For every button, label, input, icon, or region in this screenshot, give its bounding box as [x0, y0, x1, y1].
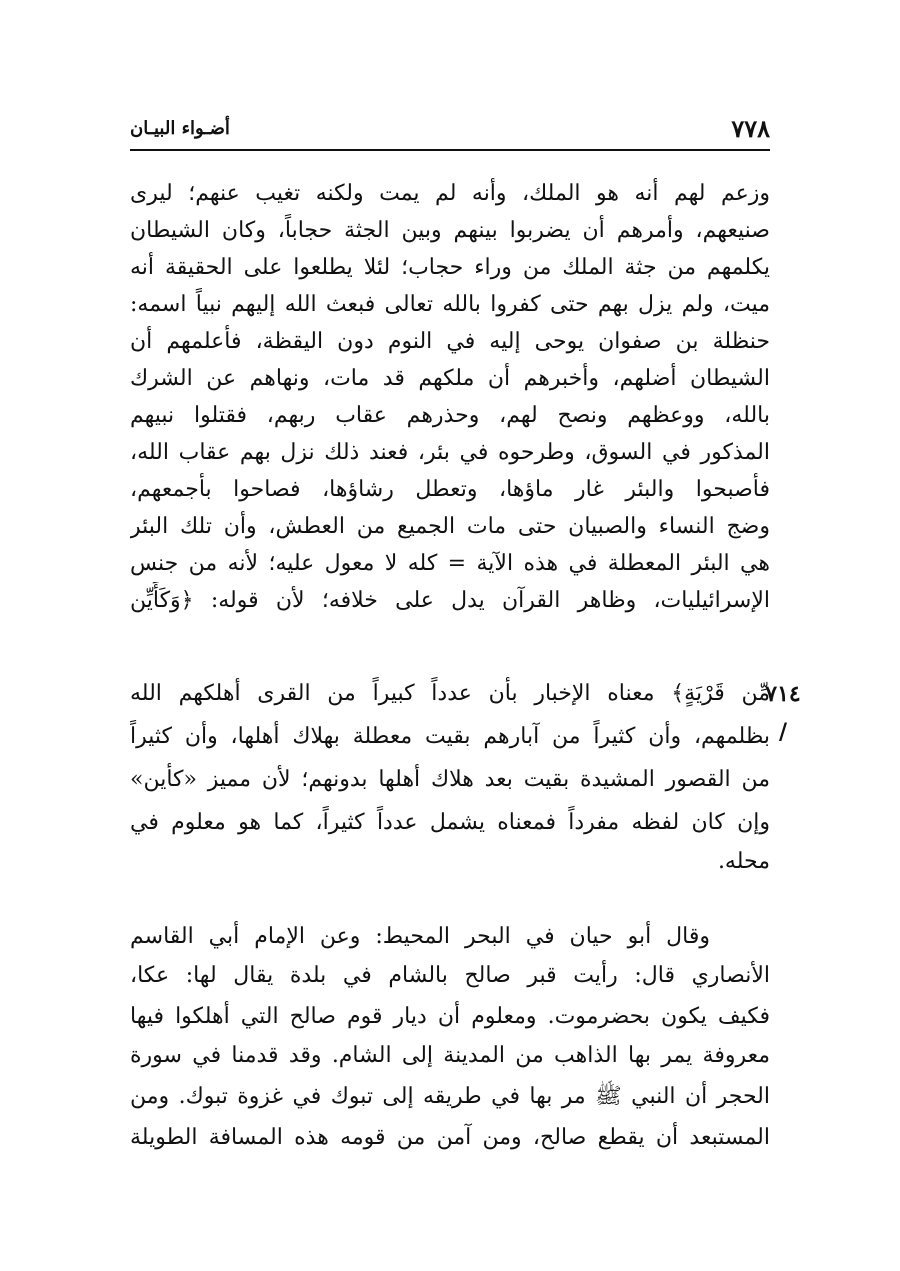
text-line: حنظلة بن صفوان يوحى إليه في النوم دون اليقظة، فأعلمهم أن	[130, 329, 770, 354]
text-line: مِّن قَرْيَةٍ﴾ معناه الإخبار بأن عدداً كبيراً من القرى أهلكهم الله	[130, 681, 770, 706]
text-line: من القصور المشيدة بقيت بعد هلاك أهلها بدونهم؛ لأن مميز «كأين»	[130, 767, 770, 792]
header-divider	[130, 149, 770, 151]
text-line: معروفة يمر بها الذاهب من المدينة إلى الشام. وقد قدمنا في سورة	[130, 1043, 770, 1068]
text-line: بظلمهم، وأن كثيراً من آبارهم بقيت معطلة بهلاك أهلها، وأن كثيراً	[130, 724, 770, 749]
text-line: فكيف يكون بحضرموت. ومعلوم أن ديار قوم صالح التي أهلكوا فيها	[130, 1004, 770, 1029]
text-line: صنيعهم، وأمرهم أن يضربوا بينهم وبين الجثة حجاباً، وكان الشيطان	[130, 218, 770, 243]
text-line: ميت، ولم يزل بهم حتى كفروا بالله تعالى فبعث الله إليهم نبياً اسمه:	[130, 292, 770, 317]
book-title: أضـواء البيـان	[130, 118, 230, 139]
text-line: يكلمهم من جثة الملك من وراء حجاب؛ لئلا يطلعوا على الحقيقة أنه	[130, 255, 770, 280]
text-line: هي البئر المعطلة في هذه الآية = كله لا معول عليه؛ لأنه من جنس	[130, 551, 770, 576]
text-line: الحجر أن النبي ﷺ مر بها في طريقه إلى تبوك في غزوة تبوك. ومن	[130, 1084, 770, 1109]
text-line: المستبعد أن يقطع صالح، ومن آمن من قومه هذه المسافة الطويلة	[130, 1125, 770, 1150]
text-line: وضج النساء والصبيان حتى مات الجميع من العطش، وأن تلك البئر	[130, 514, 770, 539]
text-line: فأصبحوا والبئر غار ماؤها، وتعطل رشاؤها، فصاحوا بأجمعهم،	[130, 477, 770, 502]
text-line: وقال أبو حيان في البحر المحيط: وعن الإمام أبي القاسم	[130, 924, 710, 949]
text-line: الشيطان أضلهم، وأخبرهم أن ملكهم قد مات، ونهاهم عن الشرك	[130, 366, 770, 391]
text-line: الإسرائيليات، وظاهر القرآن يدل على خلافه؛ لأن قوله: ﴿وَكَأَيِّن	[130, 588, 770, 613]
margin-reference: ٧١٤ /	[765, 681, 801, 745]
page-number: ٧٧٨	[731, 114, 770, 143]
text-line: المذكور في السوق، وطرحوه في بئر، فعند ذلك نزل بهم عقاب الله،	[130, 440, 770, 465]
page-header	[130, 112, 770, 146]
text-line: وزعم لهم أنه هو الملك، وأنه لم يمت ولكنه تغيب عنهم؛ ليرى	[130, 181, 770, 206]
text-line: وإن كان لفظه مفرداً فمعناه يشمل عدداً كثيراً، كما هو معلوم في	[130, 810, 770, 835]
text-line: الأنصاري قال: رأيت قبر صالح بالشام في بلدة يقال لها: عكا،	[130, 963, 770, 988]
text-line: بالله، ووعظهم ونصح لهم، وحذرهم عقاب ربهم، فقتلوا نبيهم	[130, 403, 770, 428]
text-line: محله.	[717, 849, 770, 874]
